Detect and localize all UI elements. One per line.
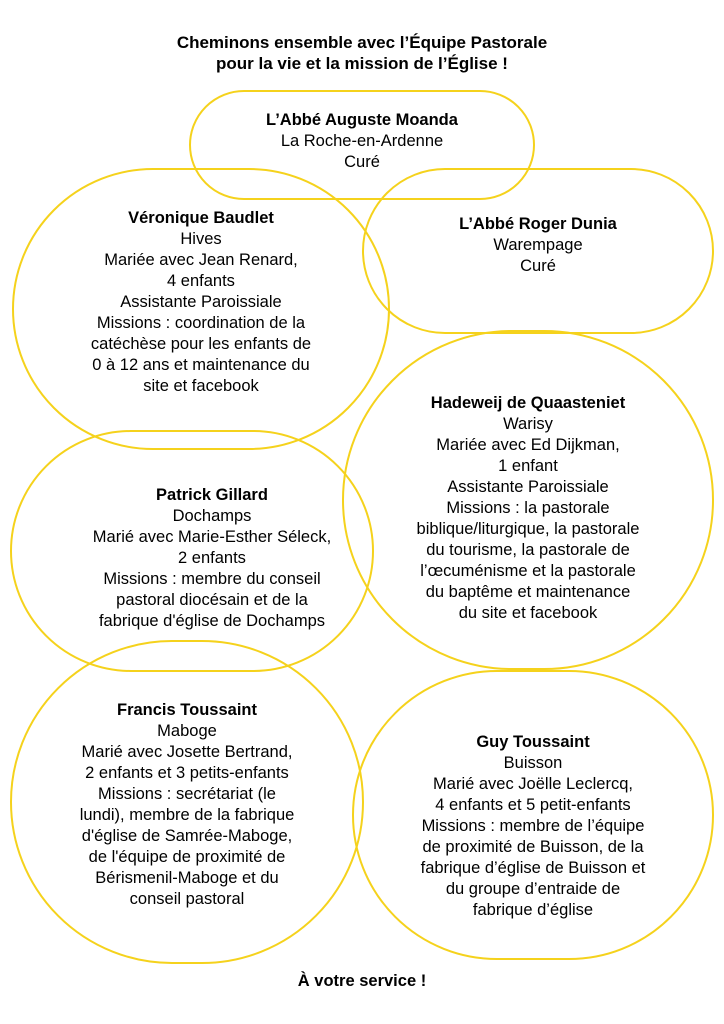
member-name: L’Abbé Roger Dunia xyxy=(459,215,617,233)
member-guy xyxy=(362,732,704,921)
member-line: 1 enfant xyxy=(498,457,558,475)
member-line: Dochamps xyxy=(172,507,252,525)
member-line: Marié avec Marie-Esther Séleck, xyxy=(92,528,332,546)
member-line: Maboge xyxy=(157,722,217,740)
member-line: de l'équipe de proximité de xyxy=(88,848,286,866)
member-line: fabrique d'église de Dochamps xyxy=(98,612,326,630)
member-line: du baptême et maintenance xyxy=(425,583,631,601)
member-line: Missions : coordination de la xyxy=(96,314,306,332)
member-line: Mariée avec Ed Dijkman, xyxy=(436,436,620,454)
member-line: catéchèse pour les enfants de xyxy=(90,335,312,353)
member-line: fabrique d’église xyxy=(472,901,594,919)
member-line: Assistante Paroissiale xyxy=(120,293,282,311)
member-line: lundi), membre de la fabrique xyxy=(79,806,295,824)
member-line: l’œcuménisme et la pastorale xyxy=(420,562,636,580)
member-line: Missions : membre de l’équipe xyxy=(421,817,645,835)
member-moanda xyxy=(189,110,535,173)
member-line: 4 enfants et 5 petit-enfants xyxy=(435,796,631,814)
member-line: 2 enfants et 3 petits-enfants xyxy=(85,764,289,782)
member-baudlet xyxy=(28,208,374,397)
member-line: Marié avec Josette Bertrand, xyxy=(81,743,293,761)
title-line-1: Cheminons ensemble avec l’Équipe Pastorale xyxy=(176,33,548,52)
member-line: La Roche-en-Ardenne xyxy=(280,132,444,150)
member-gillard xyxy=(20,485,404,632)
member-line: d'église de Samrée-Maboge, xyxy=(81,827,293,845)
title-line-2: pour la vie et la mission de l’Église ! xyxy=(216,54,508,73)
member-line: de proximité de Buisson, de la xyxy=(422,838,644,856)
member-line: Bérismenil-Maboge et du xyxy=(95,869,279,887)
member-line: Curé xyxy=(520,257,556,275)
member-line: du groupe d’entraide de xyxy=(445,880,621,898)
member-name: Patrick Gillard xyxy=(156,486,268,504)
member-line: Mariée avec Jean Renard, xyxy=(104,251,298,269)
member-line: 4 enfants xyxy=(167,272,235,290)
footer-text: À votre service ! xyxy=(297,972,427,990)
member-line: Warisy xyxy=(503,415,553,433)
member-line: Missions : membre du conseil xyxy=(103,570,321,588)
member-line: Warempage xyxy=(493,236,583,254)
member-quaasteniet xyxy=(360,393,696,624)
member-line: 2 enfants xyxy=(178,549,246,567)
member-line: biblique/liturgique, la pastorale xyxy=(416,520,640,538)
member-line: pastoral diocésain et de la xyxy=(116,591,308,609)
member-line: Assistante Paroissiale xyxy=(447,478,609,496)
member-line: fabrique d’église de Buisson et xyxy=(420,859,646,877)
member-line: Buisson xyxy=(503,754,563,772)
member-francis xyxy=(20,700,354,910)
member-name: Francis Toussaint xyxy=(117,701,257,719)
member-name: Hadeweij de Quaasteniet xyxy=(430,394,626,412)
member-line: Missions : la pastorale xyxy=(446,499,610,517)
page-title xyxy=(0,32,724,74)
member-line: 0 à 12 ans et maintenance du xyxy=(92,356,310,374)
member-line: du tourisme, la pastorale de xyxy=(426,541,630,559)
member-name: Véronique Baudlet xyxy=(128,209,274,227)
member-name: L’Abbé Auguste Moanda xyxy=(266,111,458,129)
member-line: du site et facebook xyxy=(458,604,598,622)
member-name: Guy Toussaint xyxy=(476,733,590,751)
member-dunia xyxy=(362,214,714,277)
member-line: Missions : secrétariat (le xyxy=(98,785,276,803)
member-line: Marié avec Joëlle Leclercq, xyxy=(433,775,633,793)
member-line: Curé xyxy=(344,153,380,171)
member-line: site et facebook xyxy=(143,377,259,395)
member-line: Hives xyxy=(180,230,222,248)
member-line: conseil pastoral xyxy=(129,890,245,908)
